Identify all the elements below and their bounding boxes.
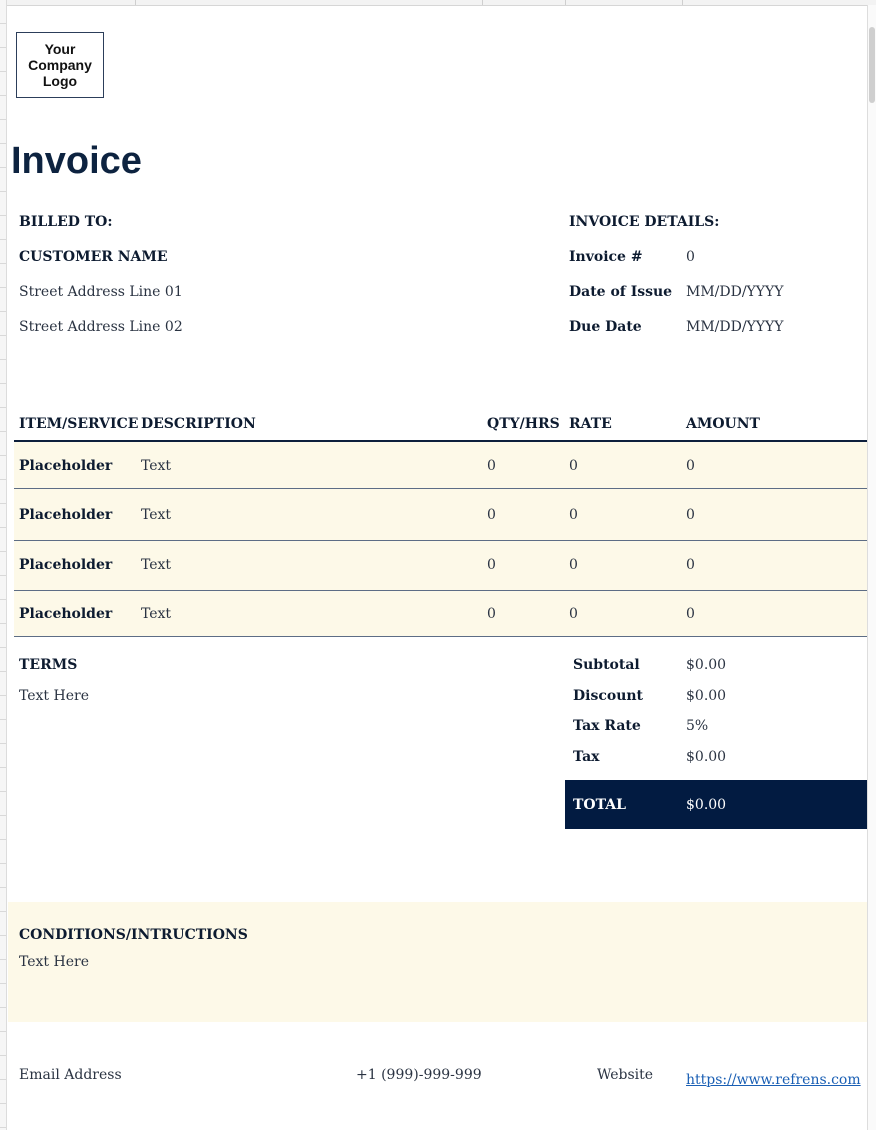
row-divider: [14, 636, 867, 637]
row-2-qty: 0: [487, 507, 496, 523]
col-header-item: ITEM/SERVICE: [19, 416, 139, 432]
tax-label: Tax: [573, 749, 600, 765]
discount-value: $0.00: [686, 688, 727, 704]
subtotal-label: Subtotal: [573, 657, 640, 673]
total-label: TOTAL: [573, 797, 626, 813]
conditions-heading: CONDITIONS/INTRUCTIONS: [19, 927, 248, 943]
tax-rate-label: Tax Rate: [573, 718, 641, 734]
row-4-rate: 0: [569, 606, 578, 622]
row-1-rate: 0: [569, 458, 578, 474]
row-1-qty: 0: [487, 458, 496, 474]
column-divider: [565, 0, 566, 5]
footer-email: Email Address: [19, 1067, 122, 1083]
address-line-1: Street Address Line 01: [19, 284, 183, 300]
footer-phone: +1 (999)-999-999: [356, 1067, 482, 1083]
invoice-number-value: 0: [686, 249, 695, 265]
row-3-qty: 0: [487, 557, 496, 573]
col-header-qty: QTY/HRS: [487, 416, 560, 432]
address-line-2: Street Address Line 02: [19, 319, 183, 335]
row-header-strip: [0, 0, 7, 1130]
scrollbar-thumb[interactable]: [869, 27, 875, 103]
row-2-item: Placeholder: [19, 507, 113, 523]
page-title: Invoice: [11, 140, 142, 182]
column-divider: [682, 0, 683, 5]
conditions-text: Text Here: [19, 954, 89, 970]
row-4-item: Placeholder: [19, 606, 113, 622]
vertical-scrollbar[interactable]: [868, 5, 876, 1130]
due-date-value: MM/DD/YYYY: [686, 319, 784, 335]
column-header-strip: [0, 0, 876, 6]
tax-rate-value: 5%: [686, 718, 709, 734]
row-2-amount: 0: [686, 507, 695, 523]
discount-label: Discount: [573, 688, 644, 704]
row-1-amount: 0: [686, 458, 695, 474]
issue-date-value: MM/DD/YYYY: [686, 284, 784, 300]
billed-to-heading: BILLED TO:: [19, 214, 113, 230]
footer-website-link[interactable]: https://www.refrens.com: [686, 1072, 861, 1088]
row-2-description: Text: [141, 507, 172, 523]
column-divider: [135, 0, 136, 5]
row-1-item: Placeholder: [19, 458, 113, 474]
col-header-amount: AMOUNT: [686, 416, 760, 432]
terms-text: Text Here: [19, 688, 89, 704]
col-header-rate: RATE: [569, 416, 612, 432]
footer-website-label: Website: [597, 1067, 654, 1083]
row-3-rate: 0: [569, 557, 578, 573]
row-3-amount: 0: [686, 557, 695, 573]
row-3-description: Text: [141, 557, 172, 573]
terms-heading: TERMS: [19, 657, 78, 673]
row-2-rate: 0: [569, 507, 578, 523]
row-4-description: Text: [141, 606, 172, 622]
row-4-amount: 0: [686, 606, 695, 622]
row-4-qty: 0: [487, 606, 496, 622]
invoice-number-label: Invoice #: [569, 249, 643, 265]
invoice-details-heading: INVOICE DETAILS:: [569, 214, 720, 230]
subtotal-value: $0.00: [686, 657, 727, 673]
company-logo-placeholder: Your Company Logo: [16, 32, 104, 98]
col-header-description: DESCRIPTION: [141, 416, 256, 432]
total-value: $0.00: [686, 797, 727, 813]
row-3-item: Placeholder: [19, 557, 113, 573]
issue-date-label: Date of Issue: [569, 284, 673, 300]
column-divider: [482, 0, 483, 5]
conditions-box: [8, 902, 867, 1022]
due-date-label: Due Date: [569, 319, 642, 335]
customer-name: CUSTOMER NAME: [19, 249, 168, 265]
tax-value: $0.00: [686, 749, 727, 765]
row-1-description: Text: [141, 458, 172, 474]
